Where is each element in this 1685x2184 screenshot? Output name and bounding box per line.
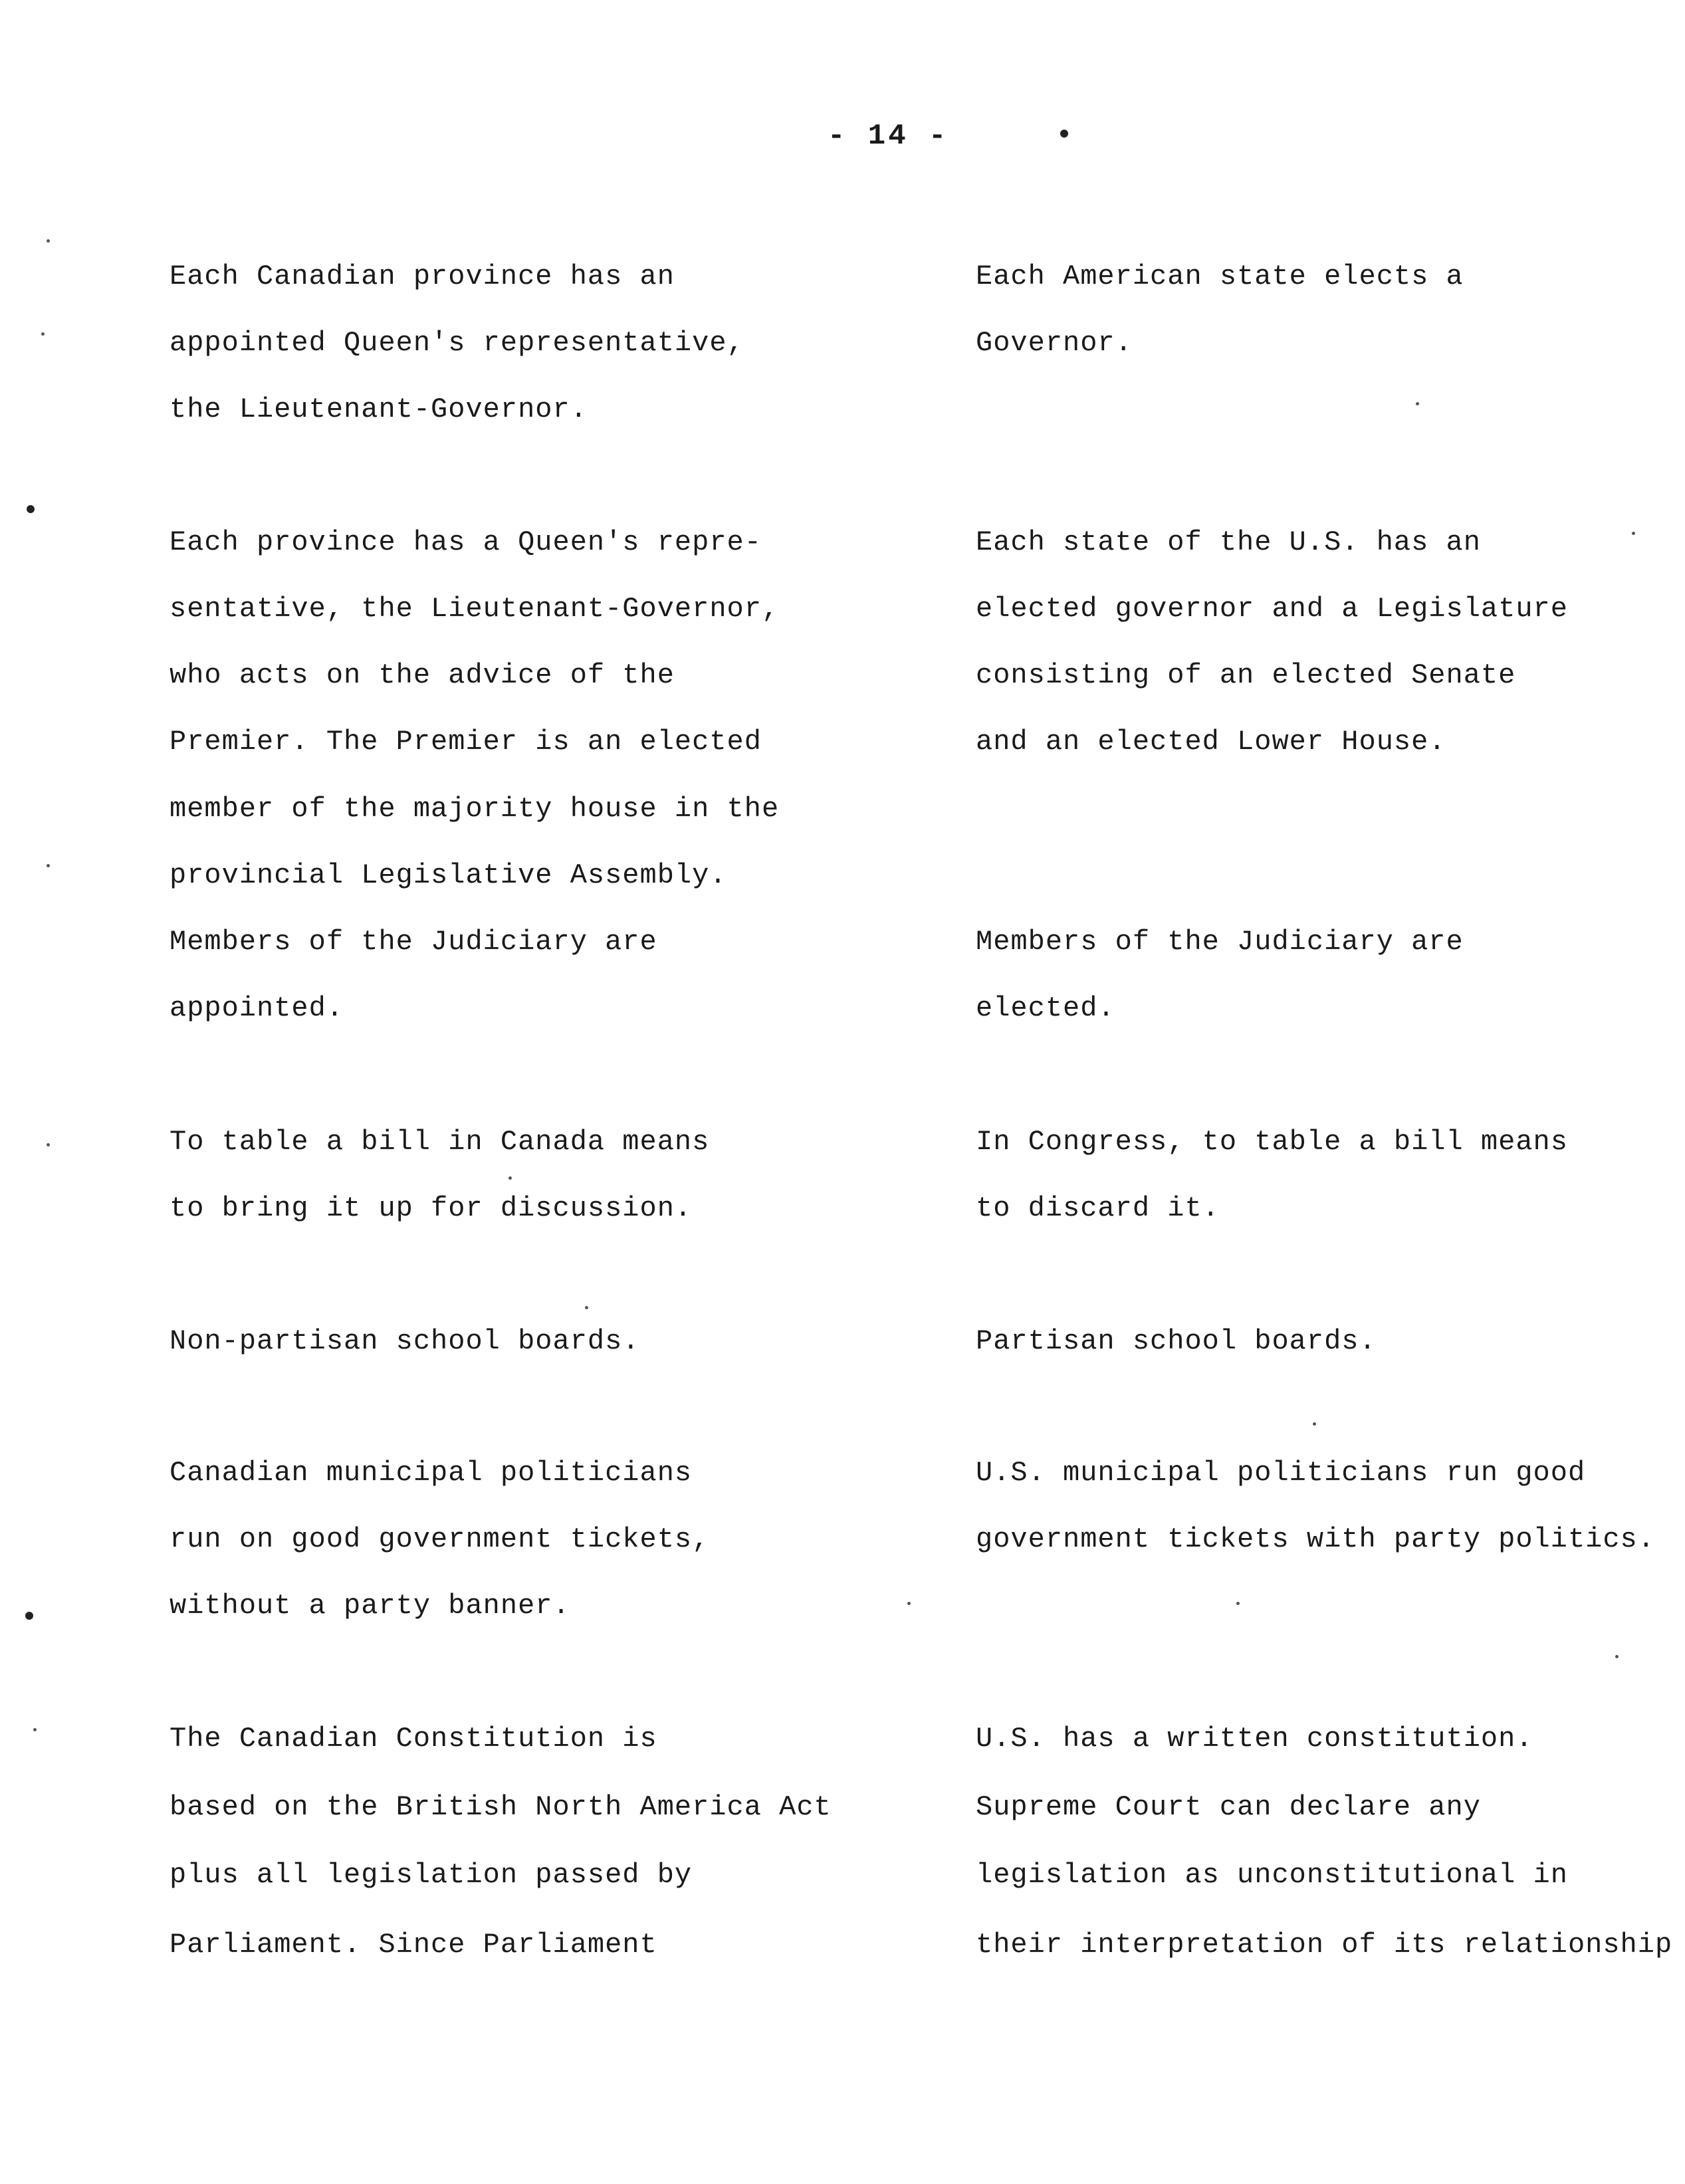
speck (1236, 1602, 1240, 1605)
left-line: based on the British North America Act (169, 1791, 832, 1823)
left-line: the Lieutenant-Governor. (169, 393, 588, 425)
right-line: In Congress, to table a bill means (976, 1126, 1568, 1158)
left-line: Premier. The Premier is an elected (169, 726, 762, 758)
right-line: U.S. has a written constitution. (976, 1723, 1533, 1755)
right-line: Each state of the U.S. has an (976, 526, 1481, 558)
speck (27, 505, 35, 513)
right-line: legislation as unconstitutional in (976, 1859, 1568, 1891)
left-line: Canadian municipal politicians (169, 1457, 693, 1489)
right-line: Partisan school boards. (976, 1325, 1377, 1357)
left-line: run on good government tickets, (169, 1523, 710, 1555)
left-line: to bring it up for discussion. (169, 1192, 693, 1224)
right-line: Supreme Court can declare any (976, 1791, 1481, 1823)
speck (1615, 1655, 1619, 1658)
speck (508, 1176, 512, 1180)
left-line: appointed Queen's representative, (169, 327, 744, 359)
speck (25, 1612, 33, 1620)
speck (33, 1728, 37, 1731)
left-line: Members of the Judiciary are (169, 926, 657, 958)
speck (1632, 532, 1635, 535)
left-line: who acts on the advice of the (169, 659, 675, 691)
left-line: The Canadian Constitution is (169, 1723, 657, 1755)
right-line: to discard it. (976, 1192, 1220, 1224)
left-line: provincial Legislative Assembly. (169, 859, 727, 891)
right-line: their interpretation of its relationship (976, 1929, 1673, 1961)
page-number: - 14 - (828, 120, 949, 153)
speck (41, 332, 45, 336)
left-line: member of the majority house in the (169, 793, 780, 825)
speck (47, 239, 50, 243)
left-line: without a party banner. (169, 1590, 570, 1622)
left-line: Parliament. Since Parliament (169, 1929, 657, 1961)
right-line: U.S. municipal politicians run good (976, 1457, 1586, 1489)
speck (47, 864, 50, 867)
speck (1416, 402, 1419, 405)
speck (907, 1602, 911, 1605)
right-line: Each American state elects a (976, 261, 1464, 292)
left-line: sentative, the Lieutenant-Governor, (169, 593, 780, 625)
speck (1313, 1422, 1316, 1426)
right-line: elected. (976, 992, 1115, 1024)
right-line: Members of the Judiciary are (976, 926, 1464, 958)
speck (1060, 130, 1068, 138)
left-line: Non-partisan school boards. (169, 1325, 640, 1357)
right-line: and an elected Lower House. (976, 726, 1446, 758)
right-line: consisting of an elected Senate (976, 659, 1516, 691)
speck (585, 1306, 588, 1309)
left-line: appointed. (169, 992, 344, 1024)
speck (47, 1143, 50, 1147)
left-line: plus all legislation passed by (169, 1859, 693, 1891)
right-line: government tickets with party politics. (976, 1523, 1655, 1555)
left-line: To table a bill in Canada means (169, 1126, 710, 1158)
left-line: Each Canadian province has an (169, 261, 675, 292)
left-line: Each province has a Queen's repre- (169, 526, 762, 558)
right-line: elected governor and a Legislature (976, 593, 1568, 625)
right-line: Governor. (976, 327, 1133, 359)
